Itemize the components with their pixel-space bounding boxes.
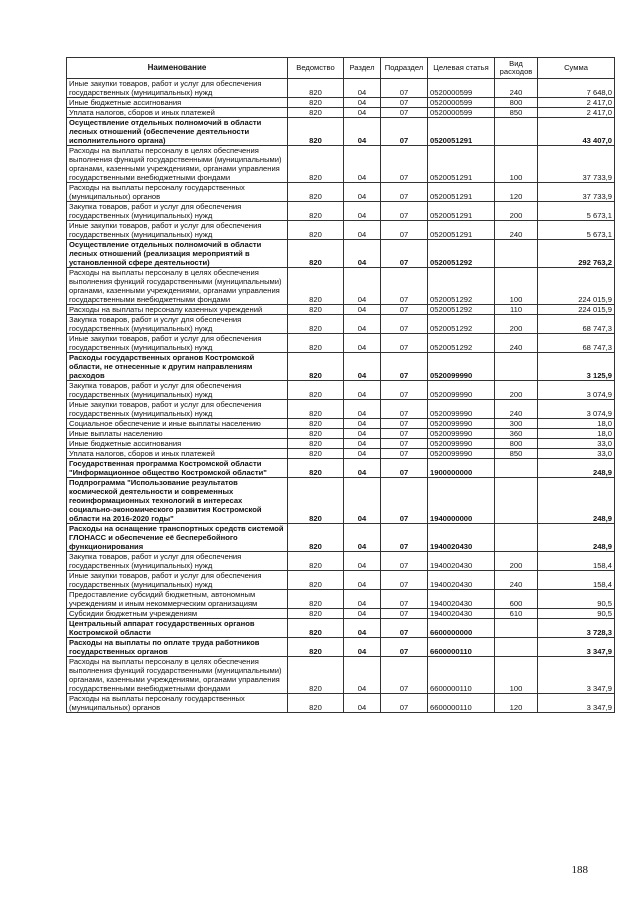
cell-amount: 37 733,9 [538,146,615,183]
cell-subsection: 07 [381,268,428,305]
cell-subsection: 07 [381,694,428,713]
cell-target-article: 1940000000 [428,478,495,524]
cell-name: Расходы на выплаты персоналу государственных (муниципальных) органов [67,694,288,713]
cell-section: 04 [344,429,381,439]
cell-subsection: 07 [381,202,428,221]
cell-expense-type: 240 [495,400,538,419]
cell-target-article: 1940020430 [428,571,495,590]
cell-target-article: 0520000599 [428,98,495,108]
cell-section: 04 [344,334,381,353]
cell-section: 04 [344,353,381,381]
cell-amount: 7 648,0 [538,79,615,98]
cell-section: 04 [344,459,381,478]
cell-amount: 90,5 [538,609,615,619]
cell-name: Расходы государственных органов Костромской области, не отнесенные к другим направлениям расходов [67,353,288,381]
cell-subsection: 07 [381,108,428,118]
cell-expense-type: 600 [495,590,538,609]
cell-amount: 43 407,0 [538,118,615,146]
cell-expense-type [495,118,538,146]
cell-name: Предоставление субсидий бюджетным, автономным учреждениям и иным некоммерческим организациям [67,590,288,609]
header-amount: Сумма [538,58,615,79]
table-row [67,334,615,353]
cell-section: 04 [344,400,381,419]
cell-section: 04 [344,524,381,552]
cell-target-article: 0520099990 [428,439,495,449]
cell-subsection: 07 [381,98,428,108]
cell-section: 04 [344,146,381,183]
cell-target-article: 6600000110 [428,694,495,713]
cell-department: 820 [288,459,344,478]
cell-expense-type: 800 [495,439,538,449]
cell-expense-type [495,638,538,657]
cell-section: 04 [344,657,381,694]
cell-expense-type [495,524,538,552]
cell-amount: 3 347,9 [538,657,615,694]
cell-name: Иные закупки товаров, работ и услуг для обеспечения государственных (муниципальных) нужд [67,221,288,240]
cell-section: 04 [344,240,381,268]
cell-section: 04 [344,590,381,609]
cell-target-article: 0520051292 [428,268,495,305]
cell-department: 820 [288,571,344,590]
cell-target-article: 6600000110 [428,638,495,657]
cell-expense-type: 200 [495,202,538,221]
cell-section: 04 [344,268,381,305]
cell-section: 04 [344,638,381,657]
cell-department: 820 [288,240,344,268]
table-row [67,381,615,400]
cell-amount: 18,0 [538,429,615,439]
cell-target-article: 0520099990 [428,429,495,439]
cell-name: Субсидии бюджетным учреждениям [67,609,288,619]
cell-name: Расходы на выплаты по оплате труда работников государственных органов [67,638,288,657]
header-target-article: Целевая статья [428,58,495,79]
cell-expense-type [495,353,538,381]
cell-target-article: 6600000110 [428,657,495,694]
table-row [67,221,615,240]
cell-amount: 3 347,9 [538,638,615,657]
cell-section: 04 [344,609,381,619]
cell-subsection: 07 [381,449,428,459]
cell-amount: 3 347,9 [538,694,615,713]
table-row [67,439,615,449]
table-row [67,240,615,268]
cell-department: 820 [288,419,344,429]
cell-department: 820 [288,400,344,419]
cell-section: 04 [344,118,381,146]
cell-section: 04 [344,694,381,713]
cell-section: 04 [344,305,381,315]
cell-subsection: 07 [381,79,428,98]
cell-subsection: 07 [381,400,428,419]
table-row [67,619,615,638]
cell-name: Иные бюджетные ассигнования [67,98,288,108]
cell-department: 820 [288,315,344,334]
cell-target-article: 0520099990 [428,400,495,419]
table-row [67,429,615,439]
cell-section: 04 [344,478,381,524]
cell-amount: 3 728,3 [538,619,615,638]
table-row [67,571,615,590]
cell-name: Закупка товаров, работ и услуг для обеспечения государственных (муниципальных) нужд [67,202,288,221]
cell-subsection: 07 [381,571,428,590]
cell-subsection: 07 [381,183,428,202]
cell-target-article: 1940020430 [428,590,495,609]
cell-department: 820 [288,694,344,713]
cell-department: 820 [288,381,344,400]
table-row [67,268,615,305]
cell-expense-type: 120 [495,183,538,202]
cell-name: Расходы на выплаты персоналу в целях обеспечения выполнения функций государственными (муниципальными) органами, казенными учреждениями, органами управления государственными внебюджетными фондами [67,657,288,694]
cell-section: 04 [344,381,381,400]
table-row [67,146,615,183]
cell-department: 820 [288,221,344,240]
cell-name: Закупка товаров, работ и услуг для обеспечения государственных (муниципальных) нужд [67,381,288,400]
table-row [67,590,615,609]
cell-expense-type [495,619,538,638]
budget-table [66,57,615,713]
cell-section: 04 [344,221,381,240]
cell-section: 04 [344,449,381,459]
cell-department: 820 [288,353,344,381]
table-row [67,315,615,334]
cell-name: Расходы на выплаты персоналу в целях обеспечения выполнения функций государственными (муниципальными) органами, казенными учреждениями, органами управления государственными внебюджетными фондами [67,268,288,305]
cell-section: 04 [344,419,381,429]
cell-department: 820 [288,334,344,353]
cell-name: Расходы на выплаты персоналу в целях обеспечения выполнения функций государственными (муниципальными) органами, казенными учреждениями, органами управления государственными внебюджетными фондами [67,146,288,183]
cell-name: Осуществление отдельных полномочий в области лесных отношений (обеспечение деятельности исполнительного органа) [67,118,288,146]
cell-name: Иные закупки товаров, работ и услуг для обеспечения государственных (муниципальных) нужд [67,400,288,419]
cell-amount: 18,0 [538,419,615,429]
table-row [67,98,615,108]
table-row [67,108,615,118]
cell-department: 820 [288,305,344,315]
table-row [67,118,615,146]
header-department: Ведомство [288,58,344,79]
cell-department: 820 [288,268,344,305]
cell-name: Государственная программа Костромской области "Информационное общество Костромской области" [67,459,288,478]
cell-name: Подпрограмма "Использование результатов космической деятельности и современных геоинформационных технологий в интересах социально-экономического развития Костромской области на 2016-2020 годы" [67,478,288,524]
cell-amount: 158,4 [538,571,615,590]
cell-expense-type: 100 [495,657,538,694]
cell-subsection: 07 [381,429,428,439]
cell-subsection: 07 [381,146,428,183]
cell-subsection: 07 [381,552,428,571]
cell-subsection: 07 [381,524,428,552]
cell-department: 820 [288,118,344,146]
cell-department: 820 [288,590,344,609]
cell-amount: 248,9 [538,478,615,524]
cell-name: Расходы на выплаты персоналу казенных учреждений [67,305,288,315]
cell-target-article: 0520051292 [428,315,495,334]
table-row [67,353,615,381]
cell-name: Иные закупки товаров, работ и услуг для обеспечения государственных (муниципальных) нужд [67,571,288,590]
cell-expense-type: 240 [495,334,538,353]
cell-subsection: 07 [381,638,428,657]
cell-expense-type: 300 [495,419,538,429]
cell-amount: 5 673,1 [538,221,615,240]
cell-expense-type: 240 [495,571,538,590]
cell-subsection: 07 [381,381,428,400]
cell-subsection: 07 [381,439,428,449]
cell-target-article: 0520051292 [428,334,495,353]
cell-expense-type: 800 [495,98,538,108]
cell-section: 04 [344,183,381,202]
cell-target-article: 0520051291 [428,221,495,240]
cell-department: 820 [288,619,344,638]
table-row [67,459,615,478]
cell-amount: 224 015,9 [538,268,615,305]
table-header [67,58,615,79]
cell-department: 820 [288,449,344,459]
cell-expense-type: 360 [495,429,538,439]
cell-amount: 292 763,2 [538,240,615,268]
table-row [67,183,615,202]
cell-name: Иные закупки товаров, работ и услуг для обеспечения государственных (муниципальных) нужд [67,334,288,353]
cell-expense-type: 850 [495,449,538,459]
cell-subsection: 07 [381,221,428,240]
cell-department: 820 [288,146,344,183]
cell-name: Уплата налогов, сборов и иных платежей [67,449,288,459]
cell-name: Уплата налогов, сборов и иных платежей [67,108,288,118]
cell-subsection: 07 [381,619,428,638]
cell-department: 820 [288,202,344,221]
cell-subsection: 07 [381,305,428,315]
cell-expense-type: 200 [495,315,538,334]
table-row [67,638,615,657]
cell-name: Расходы на оснащение транспортных средств системой ГЛОНАСС и обеспечение её бесперебойного функционирования [67,524,288,552]
cell-section: 04 [344,79,381,98]
table-row [67,609,615,619]
cell-subsection: 07 [381,478,428,524]
cell-subsection: 07 [381,353,428,381]
table-row [67,305,615,315]
cell-expense-type: 100 [495,268,538,305]
cell-amount: 3 074,9 [538,400,615,419]
cell-target-article: 0520000599 [428,79,495,98]
cell-expense-type: 110 [495,305,538,315]
cell-expense-type: 850 [495,108,538,118]
cell-target-article: 0520099990 [428,419,495,429]
cell-subsection: 07 [381,419,428,429]
cell-target-article: 0520051291 [428,202,495,221]
cell-department: 820 [288,79,344,98]
table-row [67,400,615,419]
cell-target-article: 0520051291 [428,146,495,183]
table-row [67,524,615,552]
cell-department: 820 [288,439,344,449]
table-row [67,449,615,459]
cell-expense-type [495,478,538,524]
cell-expense-type: 120 [495,694,538,713]
cell-section: 04 [344,439,381,449]
cell-expense-type: 610 [495,609,538,619]
cell-amount: 248,9 [538,524,615,552]
cell-subsection: 07 [381,315,428,334]
header-expense-type: Вид расходов [495,58,538,79]
table-row [67,657,615,694]
cell-target-article: 1940020430 [428,552,495,571]
cell-department: 820 [288,429,344,439]
cell-section: 04 [344,108,381,118]
cell-name: Расходы на выплаты персоналу государственных (муниципальных) органов [67,183,288,202]
cell-expense-type: 100 [495,146,538,183]
cell-target-article: 0520000599 [428,108,495,118]
table-body [67,79,615,713]
cell-subsection: 07 [381,609,428,619]
cell-target-article: 1900000000 [428,459,495,478]
cell-amount: 68 747,3 [538,334,615,353]
cell-name: Закупка товаров, работ и услуг для обеспечения государственных (муниципальных) нужд [67,315,288,334]
cell-target-article: 0520099990 [428,449,495,459]
cell-expense-type [495,459,538,478]
cell-subsection: 07 [381,459,428,478]
cell-department: 820 [288,524,344,552]
header-subsection: Подраздел [381,58,428,79]
cell-section: 04 [344,98,381,108]
table-row [67,478,615,524]
cell-subsection: 07 [381,657,428,694]
cell-target-article: 6600000000 [428,619,495,638]
cell-section: 04 [344,315,381,334]
table-row [67,552,615,571]
cell-target-article: 0520099990 [428,381,495,400]
cell-expense-type [495,240,538,268]
cell-amount: 2 417,0 [538,98,615,108]
cell-section: 04 [344,571,381,590]
cell-amount: 5 673,1 [538,202,615,221]
header-section: Раздел [344,58,381,79]
cell-target-article: 0520051292 [428,240,495,268]
cell-subsection: 07 [381,118,428,146]
table-row [67,202,615,221]
header-row [67,58,615,79]
table-row [67,419,615,429]
cell-expense-type: 200 [495,381,538,400]
cell-amount: 90,5 [538,590,615,609]
cell-amount: 37 733,9 [538,183,615,202]
cell-amount: 158,4 [538,552,615,571]
cell-amount: 68 747,3 [538,315,615,334]
cell-department: 820 [288,98,344,108]
table-row [67,79,615,98]
cell-target-article: 0520051291 [428,118,495,146]
cell-department: 820 [288,609,344,619]
cell-target-article: 0520099990 [428,353,495,381]
cell-section: 04 [344,619,381,638]
cell-department: 820 [288,183,344,202]
cell-name: Иные выплаты населению [67,429,288,439]
cell-subsection: 07 [381,590,428,609]
header-name: Наименование [67,58,288,79]
cell-expense-type: 240 [495,79,538,98]
cell-amount: 33,0 [538,439,615,449]
cell-name: Иные бюджетные ассигнования [67,439,288,449]
cell-name: Центральный аппарат государственных органов Костромской области [67,619,288,638]
cell-name: Осуществление отдельных полномочий в области лесных отношений (реализация мероприятий в установленной сфере деятельности) [67,240,288,268]
cell-subsection: 07 [381,334,428,353]
cell-name: Социальное обеспечение и иные выплаты населению [67,419,288,429]
page-number: 188 [571,864,588,876]
cell-section: 04 [344,552,381,571]
cell-amount: 3 074,9 [538,381,615,400]
cell-amount: 2 417,0 [538,108,615,118]
cell-department: 820 [288,657,344,694]
cell-expense-type: 200 [495,552,538,571]
cell-department: 820 [288,552,344,571]
cell-target-article: 0520051292 [428,305,495,315]
cell-expense-type: 240 [495,221,538,240]
cell-department: 820 [288,108,344,118]
cell-amount: 3 125,9 [538,353,615,381]
cell-target-article: 1940020430 [428,609,495,619]
cell-department: 820 [288,478,344,524]
table-row [67,694,615,713]
cell-amount: 248,9 [538,459,615,478]
cell-amount: 224 015,9 [538,305,615,315]
cell-target-article: 0520051291 [428,183,495,202]
cell-name: Закупка товаров, работ и услуг для обеспечения государственных (муниципальных) нужд [67,552,288,571]
cell-subsection: 07 [381,240,428,268]
cell-section: 04 [344,202,381,221]
cell-name: Иные закупки товаров, работ и услуг для обеспечения государственных (муниципальных) нужд [67,79,288,98]
cell-target-article: 1940020430 [428,524,495,552]
cell-department: 820 [288,638,344,657]
cell-amount: 33,0 [538,449,615,459]
